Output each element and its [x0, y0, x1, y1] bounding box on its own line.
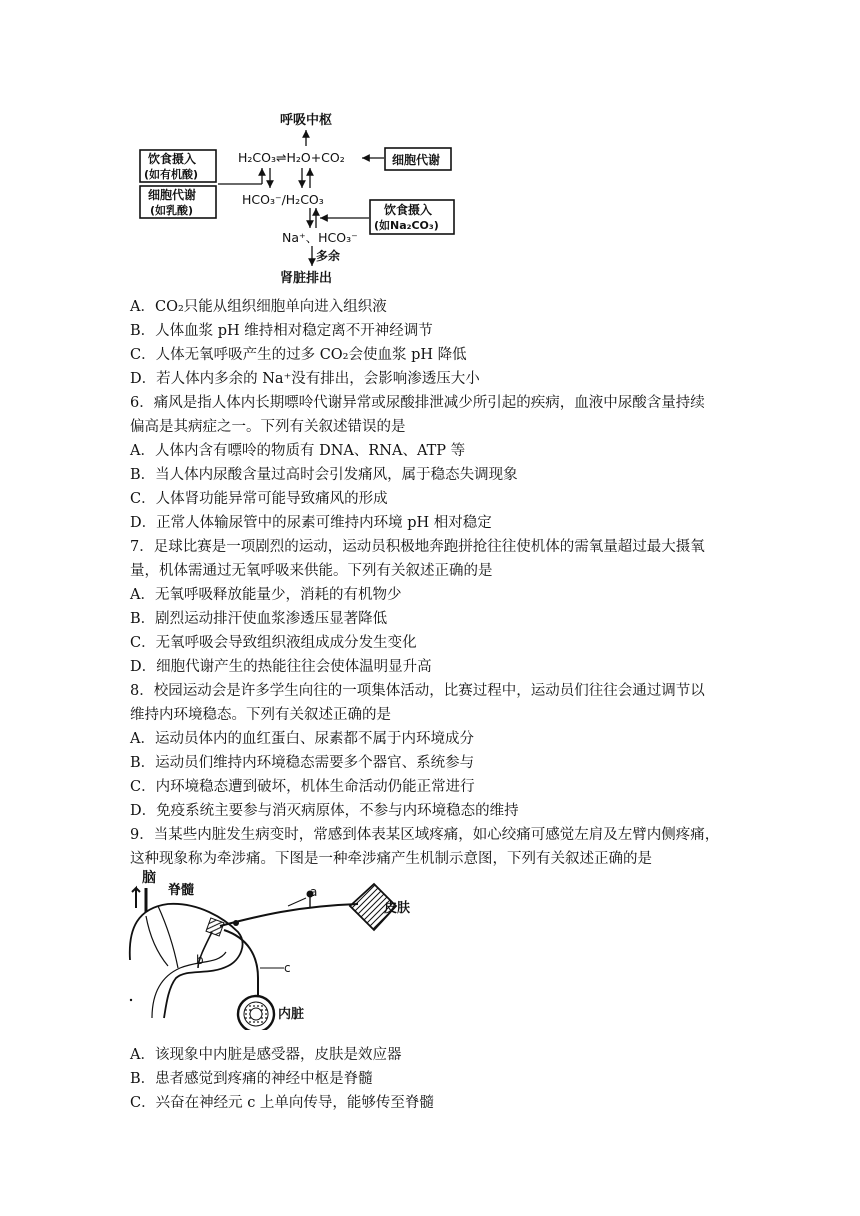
q8-option-a: A．运动员体内的血红蛋白、尿素都不属于内环境成分 — [130, 731, 474, 747]
ph-regulation-diagram — [130, 108, 470, 288]
excess-label: 多余 — [316, 249, 341, 263]
q7-stem-line1: 7．足球比赛是一项剧烈的运动，运动员积极地奔跑拼抢往往使机体的需氧量超过最大摄氧 — [130, 539, 705, 555]
q8-stem-line1: 8．校园运动会是许多学生向往的一项集体活动，比赛过程中，运动员们往往会通过调节以 — [130, 683, 705, 699]
q6-option-c: C．人体肾功能异常可能导致痛风的形成 — [130, 491, 388, 507]
skin-label: 皮肤 — [384, 901, 411, 916]
q7-option-c: C．无氧呼吸会导致组织液组成成分发生变化 — [130, 635, 417, 651]
q6-stem-line1: 6．痛风是指人体内长期嘌呤代谢异常或尿酸排泄减少所引起的疾病，血液中尿酸含量持续 — [130, 395, 705, 411]
brain-label: 脑 — [142, 870, 156, 886]
label-a: a — [310, 885, 318, 899]
viscera-label: 内脏 — [278, 1007, 305, 1022]
diet-intake-left-line2: (如有机酸) — [144, 168, 199, 181]
q5-option-a: A．CO₂只能从组织细胞单向进入组织液 — [130, 299, 387, 315]
cell-metabolism-left-line2: (如乳酸) — [150, 204, 194, 217]
q7-stem-line2: 量，机体需通过无氧呼吸来供能。下列有关叙述正确的是 — [130, 563, 493, 579]
q6-option-a: A．人体内含有嘌呤的物质有 DNA、RNA、ATP 等 — [130, 443, 466, 459]
label-b: b — [196, 953, 204, 967]
equation-middle: HCO₃⁻/H₂CO₃ — [242, 192, 324, 207]
equation-top: H₂CO₃⇌H₂O+CO₂ — [238, 150, 345, 165]
q6-stem-line2: 偏高是其病症之一。下列有关叙述错误的是 — [130, 419, 406, 435]
cell-metabolism-left-line1: 细胞代谢 — [148, 188, 197, 202]
q9-stem-line1: 9．当某些内脏发生病变时，常感到体表某区域疼痛，如心绞痛可感觉左肩及左臂内侧疼痛， — [130, 827, 720, 843]
label-c: c — [284, 961, 291, 975]
q7-option-a: A．无氧呼吸释放能量少，消耗的有机物少 — [130, 587, 402, 603]
q9-stem-line2: 这种现象称为牵涉痛。下图是一种牵涉痛产生机制示意图，下列有关叙述正确的是 — [130, 851, 652, 867]
spinal-cord-label: 脊髓 — [168, 883, 195, 898]
q6-option-b: B．当人体内尿酸含量过高时会引发痛风，属于稳态失调现象 — [130, 467, 518, 483]
q7-option-b: B．剧烈运动排汗使血浆渗透压显著降低 — [130, 611, 388, 627]
kidney-excretion-label: 肾脏排出 — [280, 271, 333, 286]
q8-option-c: C．内环境稳态遭到破坏，机体生命活动仍能正常进行 — [130, 779, 475, 795]
q8-option-b: B．运动员们维持内环境稳态需要多个器官、系统参与 — [130, 755, 475, 771]
q9-option-c: C．兴奋在神经元 c 上单向传导，能够传至脊髓 — [130, 1095, 434, 1111]
diet-intake-right-line2: (如Na₂CO₃) — [374, 219, 439, 232]
q9-option-b: B．患者感觉到疼痛的神经中枢是脊髓 — [130, 1071, 373, 1087]
q8-option-d: D．免疫系统主要参与消灭病原体，不参与内环境稳态的维持 — [130, 803, 519, 819]
q6-option-d: D．正常人体输尿管中的尿素可维持内环境 pH 相对稳定 — [130, 515, 492, 531]
q5-option-d: D．若人体内多余的 Na⁺没有排出，会影响渗透压大小 — [130, 371, 480, 387]
q9-option-a: A．该现象中内脏是感受器，皮肤是效应器 — [130, 1047, 402, 1063]
q5-option-b: B．人体血浆 pH 维持相对稳定离不开神经调节 — [130, 323, 433, 339]
q7-option-d: D．细胞代谢产生的热能往往会使体温明显升高 — [130, 659, 432, 675]
referred-pain-diagram — [128, 868, 418, 1030]
q5-option-c: C．人体无氧呼吸产生的过多 CO₂会使血浆 pH 降低 — [130, 347, 467, 363]
equation-bottom: Na⁺、HCO₃⁻ — [282, 230, 358, 245]
respiratory-center-label: 呼吸中枢 — [280, 113, 333, 128]
diet-intake-right-line1: 饮食摄入 — [384, 203, 433, 217]
diet-intake-left-line1: 饮食摄入 — [148, 152, 197, 166]
cell-metabolism-right: 细胞代谢 — [392, 153, 441, 167]
q8-stem-line2: 维持内环境稳态。下列有关叙述正确的是 — [130, 707, 391, 723]
